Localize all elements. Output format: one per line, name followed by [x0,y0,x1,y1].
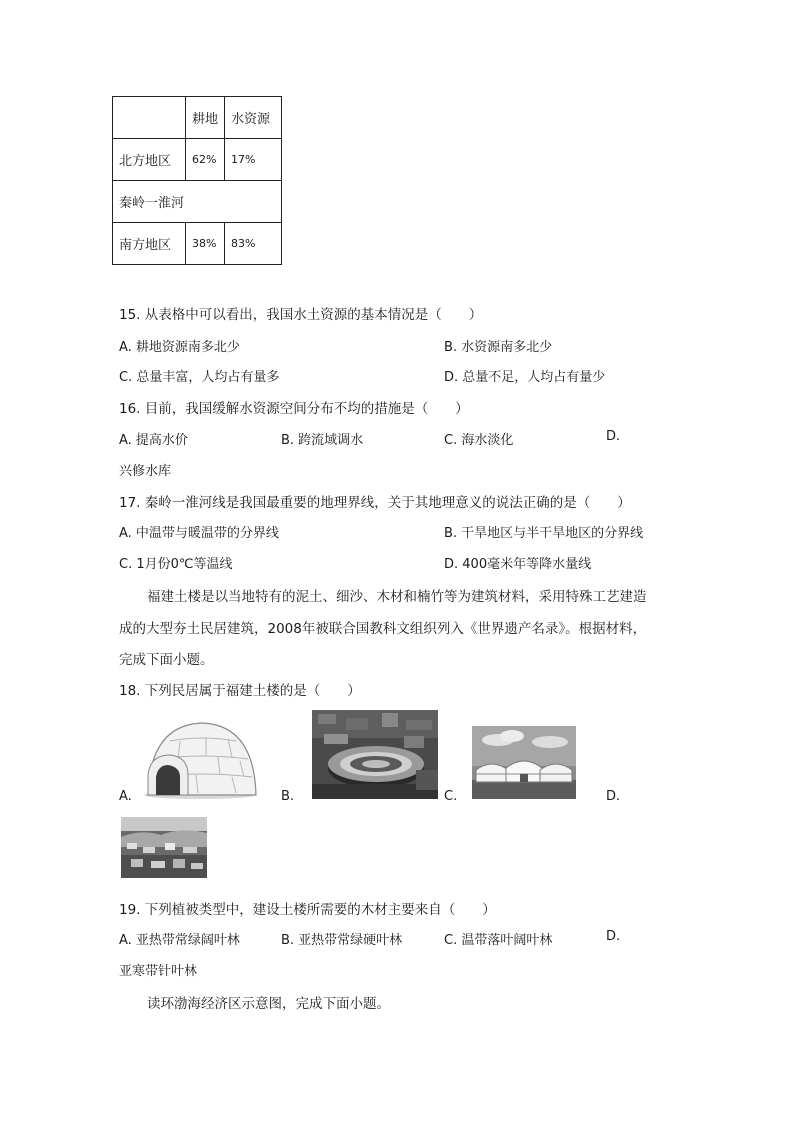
table-row [113,97,282,139]
village-image [121,817,207,878]
question-17: 17. 秦岭一淮河线是我国最重要的地理界线，关于其地理意义的说法正确的是（ ） [119,495,631,511]
table-cell: 17% [225,139,282,181]
option-c: C. 1月份0℃等温线 [119,557,233,572]
table-cell [113,97,186,139]
table-row [113,181,282,223]
option-d-text: 亚寒带针叶林 [119,964,198,979]
yurt-image [472,726,576,799]
table-cell: 耕地 [186,97,225,139]
table-cell: 水资源 [225,97,282,139]
question-15: 15. 从表格中可以看出，我国水土资源的基本情况是（ ） [119,307,483,323]
table-cell: 38% [186,223,225,265]
option-d: D. [606,429,621,444]
table-cell: 秦岭一淮河 [113,181,282,223]
table-cell: 62% [186,139,225,181]
option-a: A. [119,789,132,804]
option-a: A. 耕地资源南多北少 [119,340,240,355]
option-c: C. 海水淡化 [444,433,514,448]
igloo-image [140,715,262,799]
option-c: C. 温带落叶阔叶林 [444,933,553,948]
material-line: 福建土楼是以当地特有的泥土、细沙、木材和楠竹等为建筑材料，采用特殊工艺建造 [147,589,647,605]
question-18: 18. 下列民居属于福建土楼的是（ ） [119,683,361,699]
table-cell: 北方地区 [113,139,186,181]
option-d: D. [606,929,621,944]
option-b: B. 亚热带常绿硬叶林 [281,933,403,948]
option-a: A. 亚热带常绿阔叶林 [119,933,240,948]
option-b: B. 干旱地区与半干旱地区的分界线 [444,526,644,541]
material-line: 完成下面小题。 [119,652,214,668]
table-row [113,223,282,265]
table-cell: 南方地区 [113,223,186,265]
closing-instruction: 读环渤海经济区示意图，完成下面小题。 [147,996,390,1012]
tulou-image [312,710,438,799]
option-b: B. [281,789,295,804]
table-row [113,139,282,181]
resource-table [112,96,282,265]
option-d-text: 兴修水库 [119,464,172,479]
option-c: C. 总量丰富，人均占有量多 [119,370,280,385]
table-cell: 83% [225,223,282,265]
material-line: 成的大型夯土民居建筑，2008年被联合国教科文组织列入《世界遗产名录》。根据材料， [119,621,647,637]
option-c: C. [444,789,458,804]
question-19: 19. 下列植被类型中，建设土楼所需要的木材主要来自（ ） [119,902,496,918]
option-a: A. 提高水价 [119,433,188,448]
question-16: 16. 目前，我国缓解水资源空间分布不均的措施是（ ） [119,401,469,417]
option-a: A. 中温带与暖温带的分界线 [119,526,279,541]
option-d: D. 总量不足，人均占有量少 [444,370,606,385]
option-d: D. [606,789,621,804]
option-d: D. 400毫米年等降水量线 [444,557,592,572]
option-b: B. 跨流域调水 [281,433,364,448]
option-b: B. 水资源南多北少 [444,340,553,355]
